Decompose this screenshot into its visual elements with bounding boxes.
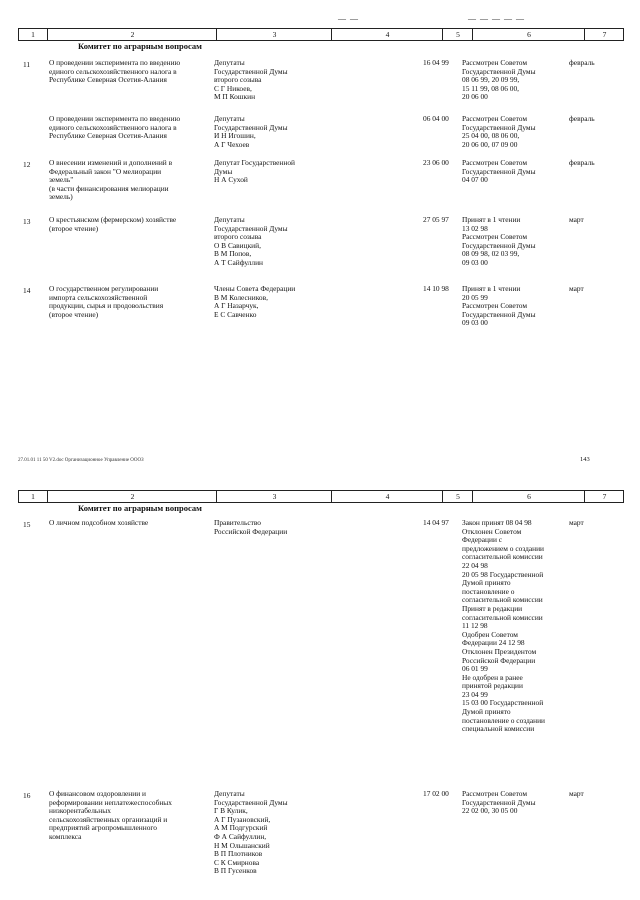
col-header-2: 2 [47,491,217,502]
section-title: Комитет по аграрным вопросам [78,503,202,513]
row-status: Принят в 1 чтении 20 05 99 Рассмотрен Советом Государственной Думы 09 03 00 [462,284,536,328]
row-date: 27 05 97 [423,215,449,224]
col-header-6: 6 [472,491,585,502]
row-title: О проведении эксперимента по введению единого сельскохозяйственного налога в Республике Северная Осетия-Алания [49,58,181,85]
row-authors: Члены Совета Федерации В М Колесников, А Г Назарчук, Е С Савченко [214,284,296,319]
row-month: март [569,789,584,798]
row-date: 14 04 97 [423,518,449,527]
col-header-3: 3 [216,491,332,502]
row-month: февраль [569,158,595,167]
row-month: февраль [569,114,595,123]
row-title: О личном подсобном хозяйстве [49,518,149,527]
row-status: Принят в 1 чтении 13 02 98 Рассмотрен Советом Государственной Думы 08 09 98, 02 03 99, 09 03 00 [462,215,536,267]
row-date: 17 02 00 [423,789,449,798]
row-authors: Депутаты Государственной Думы Г В Кулик, А Г Пузановский, А М Подгурский Ф А Сайфуллин, Н М Ольшанский В П Плотников С К Смирнова В П Гусенков [214,789,288,876]
row-month: март [569,284,584,293]
row-number: 12 [23,160,31,169]
row-status: Рассмотрен Советом Государственной Думы 25 04 00, 08 06 00, 20 06 00, 07 09 00 [462,114,536,149]
row-status: Закон принят 08 04 98 Отклонен Советом Федерации с предложением о создании согласительной комиссии 22 04 98 20 05 98 Государственной Думой принято постановление о согласительной комиссии Принят в редакции согласительной комиссии 11 12 98 Одобрен Советом Федерации 24 12 98 Отклонен Президентом Российской Федерации 06 01 99 Не одобрен в ранее принятой редакции 23 04 99 15 03 00 Государственной Думой принято постановление о создании специальной комиссии [462,518,545,734]
col-header-1: 1 [31,30,35,39]
row-title: О финансовом оздоровлении и реформировании неплатежеспособных низкорентабельных сельскохозяйственных организаций и предприятий агропромышленного комплекса [49,789,172,841]
row-number: 13 [23,217,31,226]
col-header-5: 5 [442,29,473,40]
col-header-6: 6 [472,29,585,40]
row-number: 11 [23,60,31,69]
page-number: 143 [580,456,590,463]
row-status: Рассмотрен Советом Государственной Думы 22 02 00, 30 05 00 [462,789,536,816]
row-status: Рассмотрен Советом Государственной Думы 08 06 99, 20 09 99, 15 11 99, 08 06 00, 20 06 00 [462,58,536,102]
row-number: 14 [23,286,31,295]
row-title: О государственном регулировании импорта сельскохозяйственной продукции, сырья и продовольствия (второе чтение) [49,284,164,319]
row-month: март [569,518,584,527]
column-header-row [18,28,624,41]
row-month: март [569,215,584,224]
column-header-row [18,490,624,503]
col-header-1: 1 [31,492,35,501]
col-header-5: 5 [442,491,473,502]
page-footer: 27.01.01 11 50 V2.doc Организационное Управление ОООЗ [18,458,144,463]
col-header-7: 7 [584,29,624,40]
row-month: февраль [569,58,595,67]
top-dashes: — — [338,14,359,23]
col-header-7: 7 [584,491,624,502]
row-title: О проведении эксперимента по введению единого сельскохозяйственного налога в Республике Северная Осетия-Алания [49,114,181,141]
row-status: Рассмотрен Советом Государственной Думы 04 07 00 [462,158,536,185]
row-authors: Депутаты Государственной Думы И Н Игошин, А Г Чехоев [214,114,288,149]
row-date: 23 06 00 [423,158,449,167]
top-dashes-right: — — — — — [468,14,525,23]
row-authors: Депутат Государственной Думы Н А Сухой [214,158,295,185]
row-date: 16 04 99 [423,58,449,67]
row-title: О крестьянском (фермерском) хозяйстве (второе чтение) [49,215,177,233]
row-title: О внесении изменений и дополнений в Федеральный закон "О мелиорации земель" (в части финансирования мелиорации земель) [49,158,173,202]
row-number: 16 [23,791,31,800]
row-authors: Депутаты Государственной Думы второго созыва С Г Никоев, М П Кошкин [214,58,288,102]
row-authors: Правительство Российской Федерации [214,518,288,536]
col-header-2: 2 [47,29,217,40]
col-header-4: 4 [331,29,443,40]
row-number: 15 [23,520,31,529]
row-date: 14 10 98 [423,284,449,293]
section-title: Комитет по аграрным вопросам [78,41,202,51]
col-header-4: 4 [331,491,443,502]
col-header-3: 3 [216,29,332,40]
row-date: 06 04 00 [423,114,449,123]
row-authors: Депутаты Государственной Думы второго созыва О В Савицкий, В М Попов, А Т Сайфуллин [214,215,288,267]
